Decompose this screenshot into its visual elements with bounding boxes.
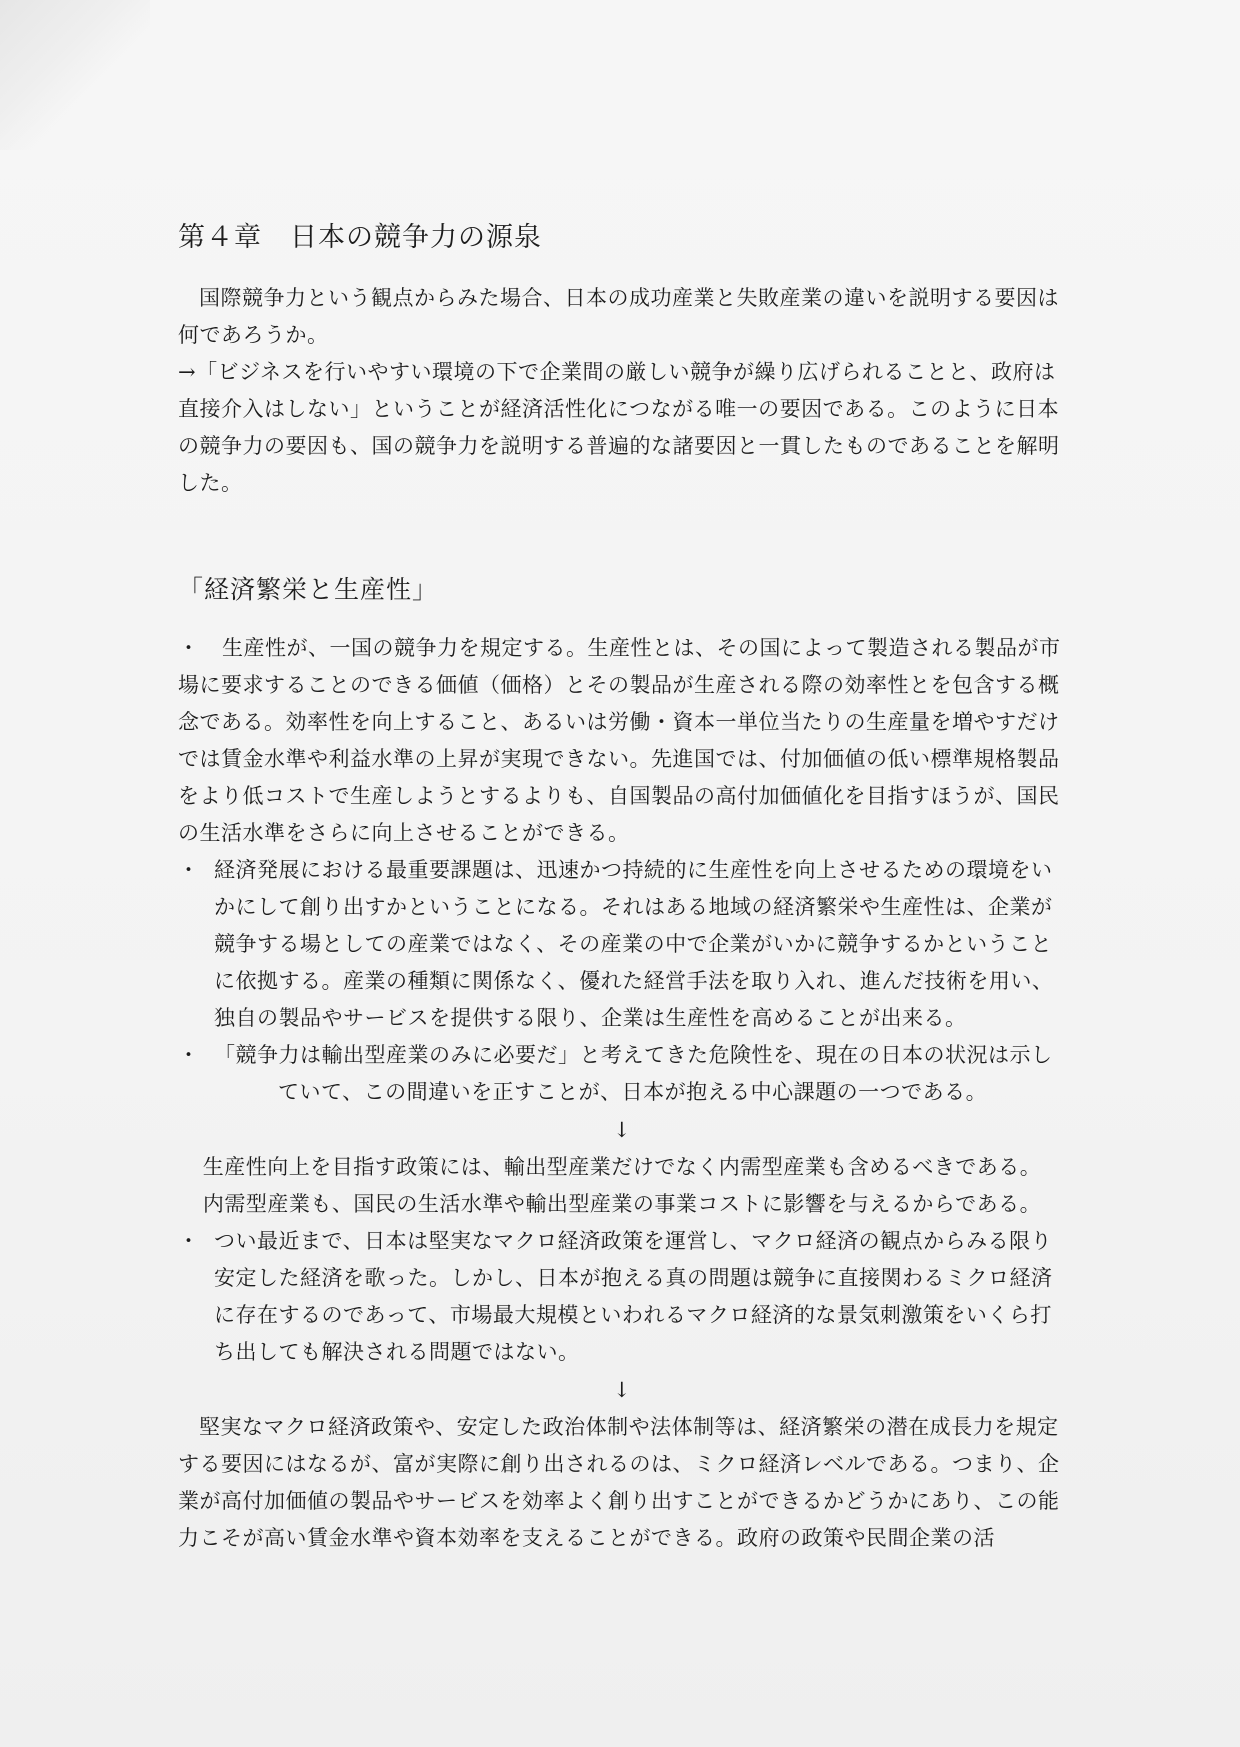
bullet-item-macro [178, 1223, 1066, 1371]
bullet-text-line1: 「競争力は輸出型産業のみに必要だ」と考えてきた危険性を、現在の日本の状況は示し [214, 1043, 1053, 1067]
intro-answer: →「ビジネスを行いやすい環境の下で企業間の厳しい競争が繰り広げられることと、政府は直接介入はしない」ということが経済活性化につながる唯一の要因である。このように日本の競争力の要因も、国の競争力を説明する普遍的な諸要因と一貫したものであることを解明した。 [178, 360, 1060, 495]
bullet-text: 経済発展における最重要課題は、迅速かつ持続的に生産性を向上させるための環境をいかにして創り出すかということになる。それはある地域の経済繁栄や生産性は、企業が競争する場としての産業ではなく、その産業の中で企業がいかに競争するかということに依拠する。産業の種類に関係なく、優れた経営手法を取り入れ、進んだ技術を用い、独自の製品やサービスを提供する限り、企業は生産性を高めることが出来る。 [214, 858, 1054, 1030]
corner-fold [0, 0, 150, 150]
bullet-text: つい最近まで、日本は堅実なマクロ経済政策を運営し、マクロ経済の観点からみる限り安定した経済を歌った。しかし、日本が抱える真の問題は競争に直接関わるミクロ経済に存在するのであって、市場最大規模といわれるマクロ経済的な景気刺激策をいくら打ち出しても解決される問題ではない。 [214, 1229, 1053, 1364]
bullet-mark: ・ [178, 636, 200, 660]
bullet-text: 生産性が、一国の競争力を規定する。生産性とは、その国によって製造される製品が市場に要求することのできる価値（価格）とその製品が生産される際の効率性とを包含する概念である。効率性を向上すること、あるいは労働・資本一単位当たりの生産量を増やすだけでは賃金水準や利益水準の上昇が実現できない。先進国では、付加価値の低い標準規格製品をより低コストで生産しようとするよりも、自国製品の高付加価値化を目指すほうが、国民の生活水準をさらに向上させることができる。 [178, 636, 1061, 845]
document-body [178, 218, 1066, 1557]
bullet-mark: ・ [178, 858, 200, 882]
bullet-mark: ・ [178, 1229, 200, 1253]
down-arrow: ↓ [612, 1378, 632, 1402]
conclusion-line-2: 内需型産業も、国民の生活水準や輸出型産業の事業コストに影響を与えるからである。 [202, 1192, 1042, 1216]
final-paragraph: 堅実なマクロ経済政策や、安定した政治体制や法体制等は、経済繁栄の潜在成長力を規定する要因にはなるが、富が実際に創り出されるのは、ミクロ経済レベルである。つまり、企業が高付加価値の製品やサービスを効率よく創り出すことができるかどうかにあり、この能力こそが高い賃金水準や資本効率を支えることができる。政府の政策や民間企業の活 [178, 1415, 1060, 1550]
bullet-item-development [178, 852, 1066, 1037]
bullet-item-productivity [178, 630, 1066, 852]
section-heading: 「経済繁栄と生産性」 [178, 575, 439, 604]
bullet-item-export [178, 1037, 1066, 1074]
conclusion-line-1: 生産性向上を目指す政策には、輸出型産業だけでなく内需型産業も含めるべきである。 [202, 1155, 1042, 1179]
bullet-mark: ・ [178, 1043, 200, 1067]
chapter-title: 第４章 日本の競争力の源泉 [178, 222, 542, 253]
down-arrow: ↓ [612, 1118, 632, 1142]
intro-question: 国際競争力という観点からみた場合、日本の成功産業と失敗産業の違いを説明する要因は何であろうか。 [178, 286, 1059, 347]
bullet-item-export-line2: ていて、この間違いを正すことが、日本が抱える中心課題の一つである。 [278, 1080, 988, 1104]
